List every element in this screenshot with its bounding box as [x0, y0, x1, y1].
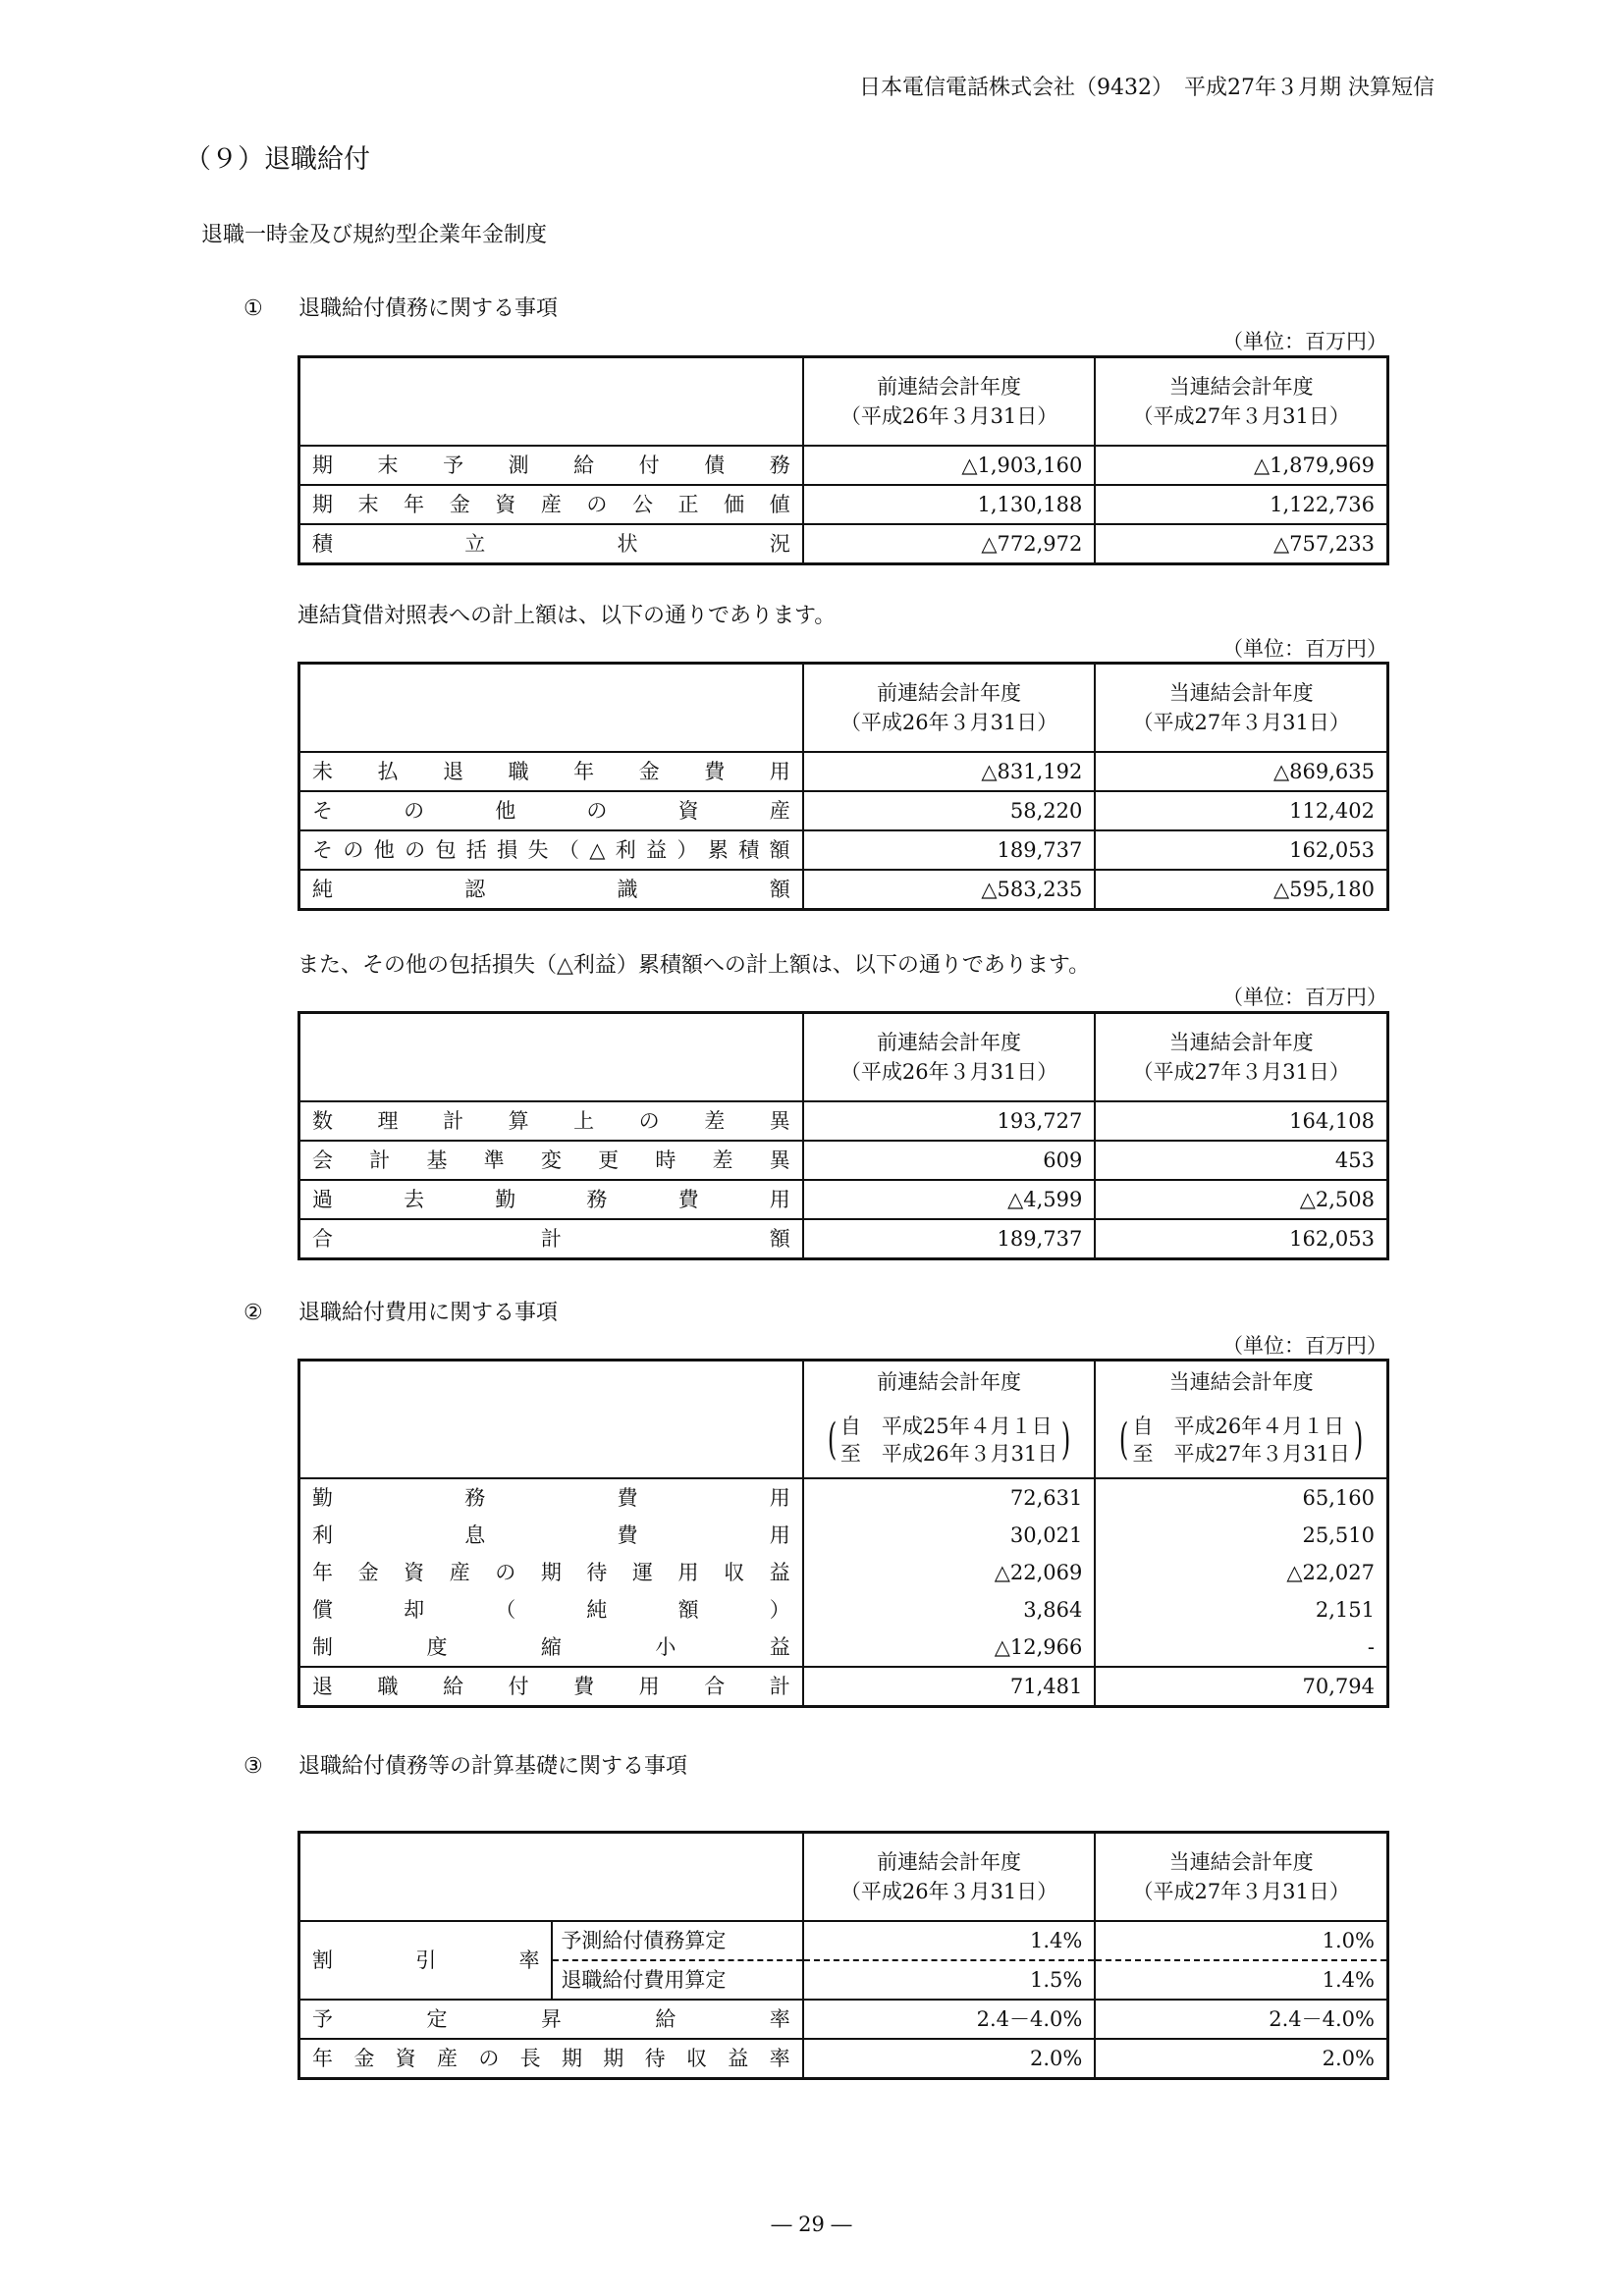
- label-char: 積: [312, 532, 333, 556]
- section-title: （９）退職給付: [185, 144, 370, 175]
- label-char: 計: [769, 1675, 790, 1698]
- row-prev: 30,021: [803, 1517, 1096, 1554]
- row-prev: △22,069: [803, 1554, 1096, 1591]
- row-curr: 453: [1095, 1141, 1387, 1180]
- label-char: 率: [769, 2047, 790, 2070]
- cost-table: [298, 1359, 1389, 1708]
- row-prev: 2.0%: [803, 2039, 1096, 2079]
- table-row: [299, 2039, 1388, 2079]
- sec2-heading-text: 退職給付費用に関する事項: [298, 1301, 559, 1325]
- col-curr-header: 当連結会計年度 （平成27年３月31日）: [1095, 357, 1387, 447]
- label-char: 償: [312, 1598, 333, 1622]
- label-char: 期: [540, 1561, 562, 1584]
- label-char: 用: [638, 1675, 660, 1698]
- table-row: [299, 1554, 1388, 1591]
- discount-label: [312, 1942, 539, 1979]
- discount-sub-label: 予測給付債務算定: [552, 1921, 802, 1960]
- label-char: の: [478, 2047, 500, 2070]
- label-char: 金: [357, 1561, 379, 1584]
- row-label: [312, 1629, 790, 1666]
- label-char: 年: [312, 1561, 333, 1584]
- row-prev: 1,130,188: [803, 485, 1096, 524]
- row-label: [312, 1142, 790, 1179]
- label-char: 積: [738, 838, 760, 862]
- table-row: [299, 1629, 1388, 1667]
- label-char: 公: [631, 493, 653, 516]
- row-curr: 1.0%: [1095, 1921, 1387, 1960]
- label-char: 務: [586, 1188, 608, 1211]
- label-char: 上: [573, 1109, 595, 1133]
- label-char: 収: [724, 1561, 745, 1584]
- row-curr: 65,160: [1095, 1478, 1387, 1517]
- label-char: 金: [353, 2047, 375, 2070]
- table-row: [299, 485, 1388, 524]
- label-char: 額: [769, 1227, 790, 1251]
- row-label: [312, 1554, 790, 1591]
- table-row: [299, 1517, 1388, 1554]
- row-prev: △583,235: [803, 870, 1096, 910]
- label-char: 縮: [540, 1635, 562, 1659]
- row-curr: 1,122,736: [1095, 485, 1387, 524]
- label-char: 過: [312, 1188, 333, 1211]
- row-prev: 58,220: [803, 791, 1096, 830]
- label-char: の: [343, 838, 364, 862]
- unit-label-3: （単位：百万円）: [1222, 986, 1387, 1009]
- row-label: [312, 871, 790, 908]
- table-row: [299, 1180, 1388, 1219]
- row-curr: △22,027: [1095, 1554, 1387, 1591]
- row-label: [312, 1102, 790, 1140]
- label-char: 収: [685, 2047, 707, 2070]
- label-char: 払: [377, 760, 399, 783]
- row-curr: 25,510: [1095, 1517, 1387, 1554]
- row-prev: 189,737: [803, 830, 1096, 870]
- table-row: [299, 446, 1388, 485]
- label-char: 用: [769, 1188, 790, 1211]
- label-char: 待: [586, 1561, 608, 1584]
- label-char: 期: [603, 2047, 624, 2070]
- obligation-table: [298, 355, 1389, 565]
- table-row: [299, 2000, 1388, 2039]
- label-char: 末: [357, 493, 379, 516]
- col-curr-header: 当連結会計年度 （平成27年３月31日）: [1095, 1833, 1387, 1922]
- table-row: [299, 1141, 1388, 1180]
- label-char: 却: [404, 1598, 425, 1622]
- row-curr: △595,180: [1095, 870, 1387, 910]
- label-char: そ: [312, 799, 333, 823]
- row-prev: 1.4%: [803, 1921, 1096, 1960]
- label-char: 給: [655, 2007, 676, 2031]
- label-char: 待: [644, 2047, 666, 2070]
- label-char: 付: [638, 454, 660, 477]
- row-prev: 1.5%: [803, 1960, 1096, 2000]
- row-label: [312, 486, 790, 523]
- label-char: 計: [369, 1148, 391, 1172]
- table-row-total: [299, 1667, 1388, 1707]
- row-curr: 2,151: [1095, 1591, 1387, 1629]
- unit-label-4: （単位：百万円）: [1222, 1334, 1387, 1358]
- row-curr: 112,402: [1095, 791, 1387, 830]
- row-label: [312, 1181, 790, 1218]
- label-char: 給: [573, 454, 595, 477]
- sec1-heading: [243, 292, 558, 322]
- label-char: 退: [443, 760, 464, 783]
- col-prev-header: 前連結会計年度 （平成26年３月31日）: [803, 357, 1096, 447]
- table-row: [299, 1478, 1388, 1517]
- unit-label-1: （単位：百万円）: [1222, 330, 1387, 353]
- label-char: 費: [573, 1675, 595, 1698]
- label-char: 資: [395, 2047, 416, 2070]
- label-char: 準: [483, 1148, 505, 1172]
- label-char: の: [495, 1561, 516, 1584]
- label-char: 用: [769, 1486, 790, 1510]
- row-curr: 2.4－4.0%: [1095, 2000, 1387, 2039]
- label-char: 勤: [495, 1188, 516, 1211]
- col-prev-title: 前連結会計年度: [803, 1361, 1096, 1404]
- label-char: 正: [677, 493, 699, 516]
- row-curr: 164,108: [1095, 1101, 1387, 1141]
- label-char: 合: [312, 1227, 333, 1251]
- label-char: の: [586, 799, 608, 823]
- row-curr: △1,879,969: [1095, 446, 1387, 485]
- label-char: 期: [312, 493, 333, 516]
- col-curr-title: 当連結会計年度: [1095, 1361, 1387, 1404]
- label-char: 産: [449, 1561, 470, 1584]
- label-char: 変: [540, 1148, 562, 1172]
- col-prev-header: 前連結会計年度 （平成26年３月31日）: [803, 664, 1096, 753]
- label-char: 債: [704, 454, 726, 477]
- label-char: 運: [631, 1561, 653, 1584]
- label-char: 利: [615, 838, 636, 862]
- label-char: 小: [655, 1635, 676, 1659]
- label-char: 職: [377, 1675, 399, 1698]
- label-char: 長: [519, 2047, 541, 2070]
- label-char: 他: [495, 799, 516, 823]
- label-char: 割: [312, 1949, 333, 1972]
- label-char: 給: [443, 1675, 464, 1698]
- col-prev-header: 前連結会計年度 （平成26年３月31日）: [803, 1013, 1096, 1102]
- label-char: 費: [677, 1188, 699, 1211]
- label-char: 異: [769, 1148, 790, 1172]
- row-prev: △831,192: [803, 752, 1096, 791]
- label-char: 昇: [540, 2007, 562, 2031]
- label-char: の: [586, 493, 608, 516]
- label-char: 率: [518, 1949, 540, 1972]
- label-char: 差: [704, 1109, 726, 1133]
- label-char: 計: [540, 1227, 562, 1251]
- label-char: 引: [415, 1949, 437, 1972]
- label-char: 産: [540, 493, 562, 516]
- label-char: 退: [312, 1675, 333, 1698]
- label-char: 用: [769, 760, 790, 783]
- row-prev: △1,903,160: [803, 446, 1096, 485]
- label-char: 基: [426, 1148, 448, 1172]
- label-char: 付: [508, 1675, 529, 1698]
- col-curr-header: 当連結会計年度 （平成27年３月31日）: [1095, 1013, 1387, 1102]
- label-char: 費: [617, 1523, 638, 1547]
- label-char: 年: [312, 2047, 333, 2070]
- table-row: [299, 752, 1388, 791]
- label-char: 認: [464, 878, 486, 901]
- col-prev-period: ( 自 平成25年４月１日 至 平成26年３月31日 ): [803, 1404, 1096, 1478]
- row-label: [312, 1479, 790, 1517]
- label-char: 異: [769, 1109, 790, 1133]
- sec3-heading: [243, 1749, 687, 1780]
- label-char: 況: [769, 532, 790, 556]
- label-char: 合: [704, 1675, 726, 1698]
- label-char: 予: [312, 2007, 333, 2031]
- label-char: 資: [495, 493, 516, 516]
- subtitle: 退職一時金及び規約型企業年金制度: [201, 223, 548, 247]
- table-row: [299, 870, 1388, 910]
- label-char: の: [638, 1109, 660, 1133]
- label-char: 損: [497, 838, 518, 862]
- sec2-heading: [243, 1296, 558, 1326]
- row-prev: △4,599: [803, 1180, 1096, 1219]
- note-oci: また、その他の包括損失（△利益）累積額への計上額は、以下の通りであります。: [298, 953, 1091, 978]
- sec1-heading-num: ①: [243, 296, 263, 321]
- label-char: の: [405, 838, 426, 862]
- sec3-heading-num: ③: [243, 1754, 263, 1779]
- label-char: 期: [312, 454, 333, 477]
- row-prev: 2.4－4.0%: [803, 2000, 1096, 2039]
- label-char: ）: [769, 1598, 790, 1622]
- label-char: 年: [573, 760, 595, 783]
- row-curr: △757,233: [1095, 524, 1387, 564]
- label-char: 純: [586, 1598, 608, 1622]
- sec2-heading-num: ②: [243, 1301, 263, 1325]
- col-curr-header: 当連結会計年度 （平成27年３月31日）: [1095, 664, 1387, 753]
- row-label: [312, 2001, 790, 2038]
- table-row: [299, 524, 1388, 564]
- table-row: [299, 830, 1388, 870]
- row-label: [312, 753, 790, 790]
- label-char: 率: [769, 2007, 790, 2031]
- label-char: 未: [312, 760, 333, 783]
- label-char: 差: [712, 1148, 733, 1172]
- label-char: 他: [373, 838, 395, 862]
- table-row: [299, 1101, 1388, 1141]
- label-char: 産: [769, 799, 790, 823]
- label-char: 値: [769, 493, 790, 516]
- label-char: 去: [404, 1188, 425, 1211]
- label-char: 費: [617, 1486, 638, 1510]
- row-prev: 609: [803, 1141, 1096, 1180]
- row-curr: 162,053: [1095, 1219, 1387, 1259]
- label-char: 用: [769, 1523, 790, 1547]
- label-char: 計: [443, 1109, 464, 1133]
- row-label: [312, 1220, 790, 1257]
- row-prev: 71,481: [803, 1667, 1096, 1707]
- unit-label-2: （単位：百万円）: [1222, 637, 1387, 661]
- oci-table: [298, 1011, 1389, 1260]
- label-char: 資: [404, 1561, 425, 1584]
- row-prev: 193,727: [803, 1101, 1096, 1141]
- row-label: [312, 1517, 790, 1554]
- label-char: 金: [638, 760, 660, 783]
- label-char: 産: [436, 2047, 458, 2070]
- page-number: ― 29 ―: [771, 2213, 852, 2236]
- label-char: ）: [676, 838, 698, 862]
- label-char: 純: [312, 878, 333, 901]
- label-char: 測: [508, 454, 529, 477]
- label-char: 価: [724, 493, 745, 516]
- col-curr-period: ( 自 平成26年４月１日 至 平成27年３月31日 ): [1095, 1404, 1387, 1478]
- label-char: 額: [769, 878, 790, 901]
- note-balance-sheet: 連結貸借対照表への計上額は、以下の通りであります。: [298, 604, 837, 628]
- label-char: 年: [404, 493, 425, 516]
- row-prev: △772,972: [803, 524, 1096, 564]
- label-char: そ: [312, 838, 333, 862]
- label-char: 末: [377, 454, 399, 477]
- row-label: [312, 831, 790, 869]
- label-char: 失: [527, 838, 549, 862]
- label-char: 算: [508, 1109, 529, 1133]
- label-char: 務: [769, 454, 790, 477]
- label-char: 額: [769, 838, 790, 862]
- label-char: 更: [598, 1148, 620, 1172]
- label-char: △: [589, 838, 606, 862]
- label-char: 定: [426, 2007, 448, 2031]
- label-char: （: [495, 1598, 516, 1622]
- label-char: 数: [312, 1109, 333, 1133]
- row-curr: 1.4%: [1095, 1960, 1387, 2000]
- sec1-heading-text: 退職給付債務に関する事項: [298, 296, 559, 321]
- row-prev: 72,631: [803, 1478, 1096, 1517]
- row-label: [312, 792, 790, 829]
- page-header: 日本電信電話株式会社（9432） 平成27年３月期 決算短信: [859, 76, 1434, 100]
- label-char: 累: [707, 838, 729, 862]
- label-char: 包: [435, 838, 457, 862]
- label-char: 資: [677, 799, 699, 823]
- table-row: [299, 1219, 1388, 1259]
- label-char: 益: [769, 1561, 790, 1584]
- row-label: [312, 525, 790, 562]
- table-row: [299, 791, 1388, 830]
- row-curr: 70,794: [1095, 1667, 1387, 1707]
- label-char: 時: [655, 1148, 676, 1172]
- table-row: [299, 1591, 1388, 1629]
- label-char: （: [558, 838, 579, 862]
- label-char: 利: [312, 1523, 333, 1547]
- label-char: 予: [443, 454, 464, 477]
- label-char: 金: [449, 493, 470, 516]
- row-prev: 3,864: [803, 1591, 1096, 1629]
- label-char: 識: [617, 878, 638, 901]
- label-char: 立: [464, 532, 486, 556]
- row-curr: △869,635: [1095, 752, 1387, 791]
- label-char: 勤: [312, 1486, 333, 1510]
- label-char: 理: [377, 1109, 399, 1133]
- discount-sub-label: 退職給付費用算定: [552, 1960, 802, 2000]
- label-char: 費: [704, 760, 726, 783]
- label-char: 会: [312, 1148, 333, 1172]
- row-curr: 2.0%: [1095, 2039, 1387, 2079]
- row-prev: △12,966: [803, 1629, 1096, 1667]
- label-char: 職: [508, 760, 529, 783]
- row-label: [312, 1591, 790, 1629]
- row-label: [312, 1668, 790, 1705]
- label-char: 度: [426, 1635, 448, 1659]
- label-char: 益: [646, 838, 668, 862]
- label-char: 額: [677, 1598, 699, 1622]
- row-curr: -: [1095, 1629, 1387, 1667]
- label-char: 務: [464, 1486, 486, 1510]
- label-char: の: [404, 799, 425, 823]
- label-char: 括: [465, 838, 487, 862]
- label-char: 期: [561, 2047, 582, 2070]
- label-char: 益: [728, 2047, 749, 2070]
- row-curr: △2,508: [1095, 1180, 1387, 1219]
- label-char: 用: [677, 1561, 699, 1584]
- label-char: 制: [312, 1635, 333, 1659]
- balance-sheet-table: [298, 662, 1389, 911]
- label-char: 益: [769, 1635, 790, 1659]
- row-prev: 189,737: [803, 1219, 1096, 1259]
- row-label: [312, 2040, 790, 2077]
- col-prev-header: 前連結会計年度 （平成26年３月31日）: [803, 1833, 1096, 1922]
- label-char: 状: [617, 532, 638, 556]
- table-row: [299, 1921, 1388, 1960]
- row-label: [312, 447, 790, 484]
- row-curr: 162,053: [1095, 830, 1387, 870]
- label-char: 息: [464, 1523, 486, 1547]
- assumptions-table: [298, 1831, 1389, 2080]
- sec3-heading-text: 退職給付債務等の計算基礎に関する事項: [298, 1754, 688, 1779]
